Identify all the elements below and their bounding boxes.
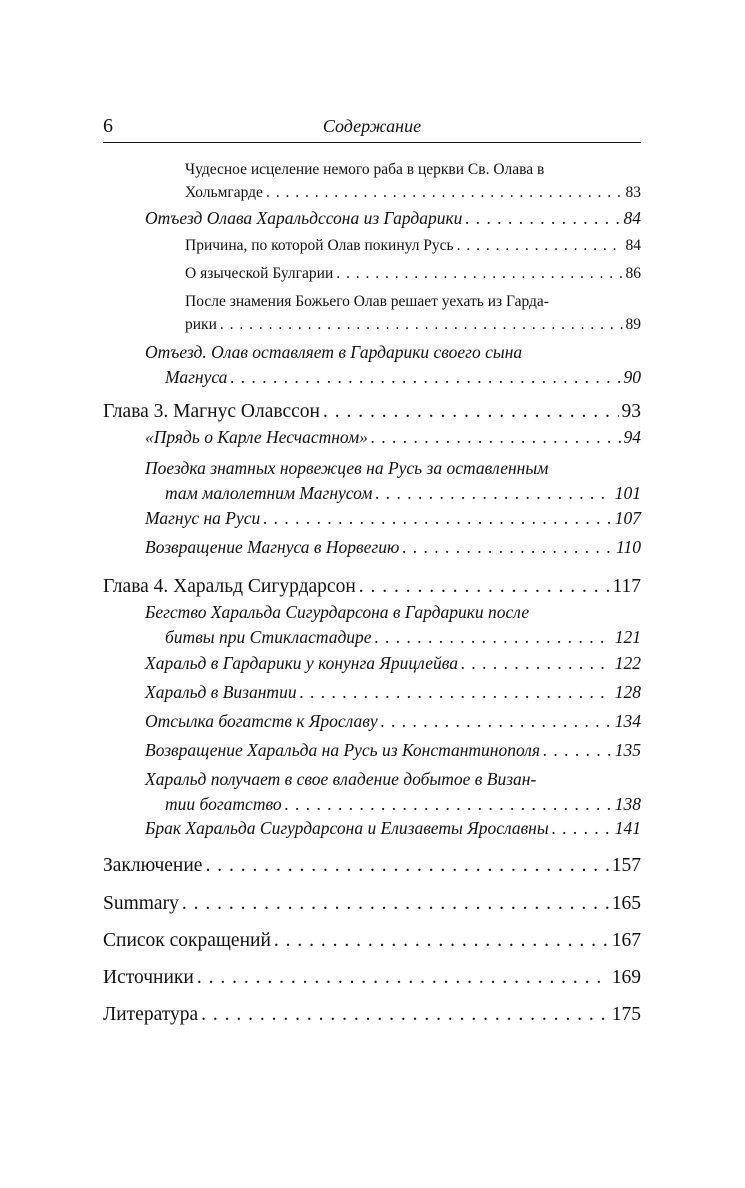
toc-entry-title: битвы при Стикластадире — [165, 627, 372, 647]
dot-leader — [220, 313, 623, 336]
dot-leader — [543, 738, 612, 763]
dot-leader — [381, 709, 612, 734]
toc-entry[interactable] — [145, 816, 641, 841]
toc-entry-title: Глава 4. Харальд Сигурдарсон — [103, 576, 356, 597]
dot-leader — [285, 792, 612, 817]
toc-entry-page-number: 90 — [623, 367, 641, 387]
toc-entry[interactable] — [145, 680, 641, 705]
toc-entry-title: Харальд в Византии — [145, 682, 297, 702]
toc-entry[interactable] — [145, 535, 641, 560]
toc-entry-page-number: 94 — [623, 427, 641, 447]
toc-entry[interactable] — [185, 290, 641, 336]
toc-entry[interactable] — [103, 396, 641, 428]
toc-entry-title: Отсылка богатств к Ярославу — [145, 711, 378, 731]
toc-entry-title: Харальд получает в свое владение добытое в Визан- — [145, 769, 537, 789]
page-number: 6 — [103, 115, 113, 137]
dot-leader — [402, 535, 613, 560]
toc-entry-page-number: 135 — [614, 740, 641, 760]
toc-entry-title: рики — [185, 316, 217, 333]
toc-entry-page-number: 107 — [614, 508, 641, 528]
dot-leader — [201, 999, 609, 1031]
toc-entry-page-number: 128 — [614, 682, 641, 702]
toc-entry[interactable] — [145, 738, 641, 763]
toc-entry-page-number: 110 — [616, 537, 641, 557]
dot-leader — [323, 396, 619, 428]
toc-entry[interactable] — [103, 999, 641, 1031]
dot-leader — [375, 625, 612, 650]
toc-entry-title: Возвращение Харальда на Русь из Константинополя — [145, 740, 541, 760]
toc-entry-title: Возвращение Магнуса в Норвегию — [145, 537, 400, 557]
dot-leader — [336, 262, 622, 285]
toc-entry-title: После знамения Божьего Олав решает уехать из Гарда- — [185, 293, 549, 310]
toc-entry-title: Бегство Харальда Сигурдарсона в Гардарики после — [145, 602, 530, 622]
toc-entry-page-number: 117 — [612, 576, 641, 597]
toc-entry-title: Харальд в Гардарики у конунга Ярицлейва — [145, 653, 458, 673]
toc-entry-page-number: 122 — [614, 653, 641, 673]
toc-entry[interactable] — [145, 709, 641, 734]
toc-entry[interactable] — [103, 962, 641, 994]
toc-entry[interactable] — [145, 506, 641, 531]
toc-entry-page-number: 134 — [614, 711, 641, 731]
toc-entry[interactable] — [145, 456, 641, 506]
toc-entry-title: Отъезд. Олав оставляет в Гардарики своего сына — [145, 342, 523, 362]
toc-entry[interactable] — [185, 262, 641, 285]
toc-entry-title: Поездка знатных норвежцев на Русь за оставленным — [145, 458, 549, 478]
toc-entry-title: Summary — [103, 893, 179, 914]
dot-leader — [205, 850, 608, 882]
toc-entry-page-number: 167 — [611, 930, 641, 951]
toc-entry[interactable] — [145, 651, 641, 676]
dot-leader — [465, 206, 620, 231]
toc-entry-title: Причина, по которой Олав покинул Русь — [185, 237, 454, 254]
toc-entry[interactable] — [185, 158, 641, 204]
dot-leader — [371, 425, 621, 450]
toc-entry-page-number: 84 — [623, 208, 641, 228]
dot-leader — [461, 651, 612, 676]
toc-entry-title: там малолетним Магнусом — [165, 483, 373, 503]
dot-leader — [197, 962, 609, 994]
toc-entry-page-number: 121 — [614, 627, 641, 647]
toc-entry-title: О языческой Булгарии — [185, 265, 334, 282]
toc-entry-title: Список сокращений — [103, 930, 271, 951]
toc-entry-title: тии богатство — [165, 794, 282, 814]
toc-entry-page-number: 157 — [611, 855, 641, 876]
toc-entry-page-number: 101 — [614, 483, 641, 503]
toc-entry[interactable] — [103, 571, 641, 603]
dot-leader — [375, 481, 611, 506]
dot-leader — [300, 680, 612, 705]
toc-entry[interactable] — [145, 206, 641, 231]
toc-entry-title: Глава 3. Магнус Олавссон — [103, 401, 320, 422]
toc-entry-page-number: 86 — [625, 265, 641, 282]
toc-entry[interactable] — [145, 767, 641, 817]
toc-entry-title: Заключение — [103, 855, 203, 876]
dot-leader — [359, 571, 610, 603]
dot-leader — [230, 365, 620, 390]
toc-entry-page-number: 89 — [625, 316, 641, 333]
toc-entry-page-number: 83 — [625, 184, 641, 201]
toc-entry-title: Магнус на Руси — [145, 508, 261, 528]
toc-entry-title: Магнуса — [165, 367, 228, 387]
toc-entry-title: Хольмгарде — [185, 184, 263, 201]
dot-leader — [182, 888, 609, 920]
toc-entry-page-number: 141 — [614, 818, 641, 838]
toc-entry[interactable] — [103, 925, 641, 957]
toc-entry-page-number: 169 — [611, 967, 641, 988]
toc-entry-page-number: 175 — [611, 1004, 641, 1025]
toc-entry[interactable] — [103, 850, 641, 882]
toc-entry[interactable] — [103, 888, 641, 920]
toc-entry-title: «Прядь о Карле Несчастном» — [145, 427, 368, 447]
toc-entry-page-number: 165 — [611, 893, 641, 914]
toc-entry-title: Литература — [103, 1004, 199, 1025]
toc-entry-title: Чудесное исцеление немого раба в церкви Св. Олава в — [185, 161, 545, 178]
dot-leader — [552, 816, 612, 841]
toc-entry[interactable] — [185, 234, 641, 257]
toc-entry-page-number: 84 — [625, 237, 641, 254]
dot-leader — [263, 506, 611, 531]
toc-entry-page-number: 138 — [614, 794, 641, 814]
toc-entry-page-number: 93 — [621, 401, 641, 422]
dot-leader — [457, 234, 623, 257]
toc-entry[interactable] — [145, 600, 641, 650]
toc-entry-title: Отъезд Олава Харальдссона из Гардарики — [145, 208, 463, 228]
dot-leader — [266, 181, 623, 204]
toc-entry-title: Источники — [103, 967, 194, 988]
toc-entry-title: Брак Харальда Сигурдарсона и Елизаветы Ярославны — [145, 818, 549, 838]
toc-entry[interactable] — [145, 425, 641, 450]
running-title: Содержание — [322, 116, 422, 136]
dot-leader — [274, 925, 609, 957]
toc-entry[interactable] — [145, 340, 641, 390]
